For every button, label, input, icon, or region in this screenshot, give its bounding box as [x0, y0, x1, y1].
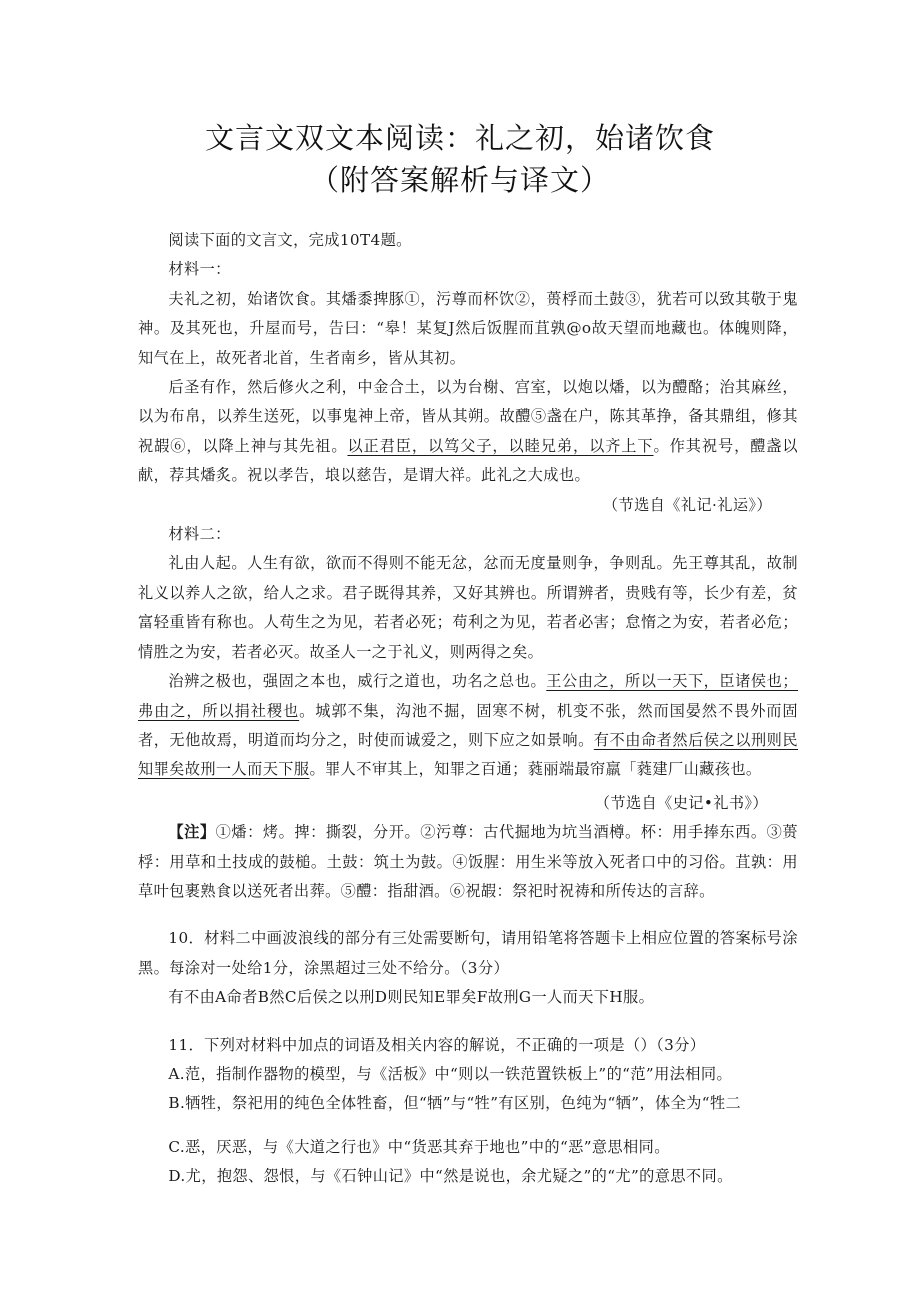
material2-p2-text-a: 治辨之极也，强固之本也，威行之道也，功名之总也。	[168, 672, 547, 691]
material2-label: 材料二：	[168, 525, 231, 544]
material2-paragraph1: 礼由人起。人生有欲，欲而不得则不能无忿，忿而无度量则争，争则乱。先王尊其乱，故制礼义以养人之欲，给人之求。君子既得其养，又好其辨也。所谓辨者，贵贱有等，长少有差，贫富轻重皆有称也。人苟生之为见，若者必死；苟利之为见，若者必害；怠惰之为安，若者必危；情胜之为安，若者必灭。故圣人一之于礼义，则两得之矣。	[138, 554, 798, 661]
note-text: ①燔：烤。捭：撕裂，分开。②污尊：古代掘地为坑当酒樽。杯：用手捧东西。③蒉桴：用草和土技成的鼓槌。土鼓：筑土为鼓。④饭腥：用生米等放入死者口中的习俗。苴孰：用草叶包裹熟食以送死者出葬。⑤醴：指甜酒。⑥祝嘏：祭祀时祝祷和所传达的言辞。	[138, 823, 798, 900]
material2-p2-text-c: 。罪人不审其上，知罪之百通；蕤丽端最帘羸「蕤建厂山藏孩也。	[309, 760, 762, 779]
question10-options: 有不由A命者B然C后侯之以刑D则民知E罪矣F故刑G一人而天下H服。	[168, 988, 655, 1007]
material1-label: 材料一：	[168, 260, 231, 279]
page-title: 文言文双文本阅读：礼之初，始诸饮食	[204, 121, 715, 155]
spacer	[138, 1013, 798, 1031]
page-subtitle: （附答案解析与译文）	[309, 163, 610, 197]
material2-source: （节选自《史记•礼书》）	[594, 793, 768, 812]
question10-stem: 10．材料二中画波浪线的部分有三处需要断句，请用铅笔将答题卡上相应位置的答案标号涂黑。每涂对一处给1分，涂黑超过三处不给分。（3分）	[138, 929, 798, 977]
spacer	[138, 906, 798, 924]
material1-paragraph2	[138, 373, 798, 491]
material1-p2-text-b: 。作其祝号，醴盏以献，荐其燔炙。祝以孝告，埌以慈告，是谓大祥。此礼之大成也。	[138, 436, 798, 485]
question11-option-c: C.恶，厌恶，与《大道之行也》中“货恶其弃于地也”中的“恶”意思相同。	[168, 1137, 670, 1156]
material2-p2-text-b: 。城郭不集，沟池不掘，固寒不树，机变不张，然而国晏然不畏外而固者，无他故焉，明道而均分之，时使而诚爱之，则下应之如景响。	[138, 701, 799, 749]
material1-paragraph1: 夫礼之初，始诸饮食。其燔黍捭豚①，污尊而杯饮②，蒉桴而土鼓③，犹若可以致其敬于鬼神。及其死也，升屋而号，告曰：“皋！某复J然后饭腥而苴孰@o故天望而地藏也。体魄则降，知气在上，故死者北首，生者南乡，皆从其初。	[138, 289, 798, 367]
material1-underlined-sentence: 以正君臣，以笃父子，以睦兄弟，以齐上下	[347, 436, 654, 455]
material1-p2-text-a: 后圣有作，然后修火之利，中金合土，以为台榭、宫室，以炮以燔，以为醴酪；治其麻丝，以为布帛，以养生送死，以事鬼神上帝，皆从其朔。故醴⑤盏在户，陈其革挣，备其鼎组，修其祝嘏⑥，以降上神与其先祖。	[138, 378, 798, 455]
material2-underlined-sentence: 王公由之，所以一天下，臣诸侯也；弗由之，所以捐社稷也	[138, 672, 798, 720]
question11-option-d: D.尤，抱怨、怨恨，与《石钟山记》中“然是说也，余尤疑之”的“尤”的意思不同。	[168, 1167, 733, 1186]
material2-wavy-line-sentence: 有不由命者然后侯之以刑则民知罪矣故刑一人而天下服	[138, 730, 798, 779]
spacer	[138, 1119, 798, 1133]
note-head: 【注】	[168, 823, 216, 842]
reading-instruction: 阅读下面的文言文，完成10T4题。	[168, 231, 412, 249]
question11-option-b: B.牺牲，祭祀用的纯色全体牲畜，但“牺”与“牲”有区别，色纯为“牺”，体全为“牲二	[168, 1094, 742, 1113]
annotation-note	[138, 818, 798, 906]
question11-option-a: A.范，指制作器物的模型，与《活板》中“则以一铁范置铁板上”的“范”用法相同。	[168, 1064, 733, 1083]
material2-paragraph2	[138, 667, 798, 785]
question11-stem: 11．下列对材料中加点的词语及相关内容的解说，不正确的一项是（）（3分）	[168, 1035, 706, 1054]
material1-source: （节选自《礼记·礼运》）	[602, 495, 772, 514]
document-body	[138, 226, 798, 1192]
